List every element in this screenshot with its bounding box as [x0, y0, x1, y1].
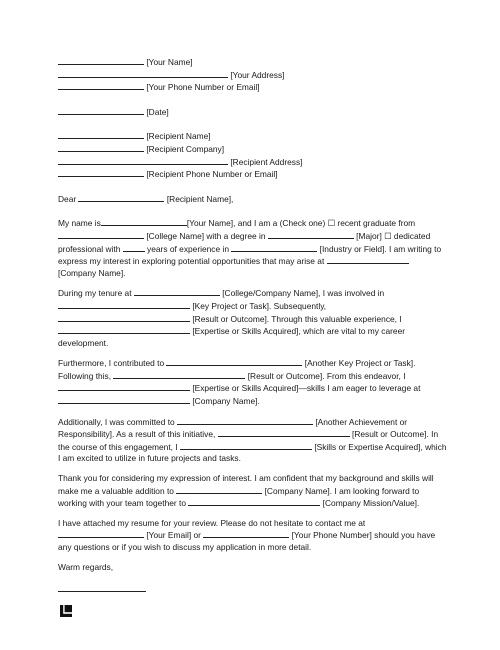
blank-line — [58, 69, 228, 78]
blank-line — [101, 217, 187, 226]
blank-line — [58, 325, 190, 334]
paragraph-introduction: My name is [Your Name], and I am a (Check one) ☐ recent graduate from [College Name] with a degree in [Major] ☐ dedicated professional with years of experience in [Industry or Field]. I am writing to express my interest in exploring potential opportunities that may arise at [Company Name]. — [58, 218, 442, 278]
salutation: Dear [Recipient Name], — [58, 193, 234, 204]
blank-line — [134, 287, 220, 296]
blank-line — [177, 416, 313, 425]
blank-line — [166, 357, 302, 366]
paragraph-achievements: Additionally, I was committed to [Another Achievement or Responsibility]. As a result of this initiative, [Result or Outcome]. In the course of this engagement, I [Skills or Expertise Acquired], which I am excited to utilize in future projects and tasks. — [58, 416, 447, 464]
sender-name-label: [Your Name] — [146, 57, 193, 67]
blank-line — [218, 428, 350, 437]
paragraph-thanks: Thank you for considering my expression of interest. I am confident that my background and skills will make me a valuable addition to [Company Name]. I am looking forward to working with your team together to [Company Mission/Value]. — [58, 473, 434, 509]
recipient-company-line — [58, 143, 450, 156]
paragraph-resume: I have attached my resume for your review. Please do not hesitate to contact me at [Your Email] or [Your Phone Number] should you have any questions or if you wish to discuss my application in more detail. — [58, 517, 436, 552]
recipient-company-label: [Recipient Company] — [146, 143, 225, 154]
blank-line — [203, 529, 289, 538]
blank-line — [78, 193, 164, 202]
blank-line — [180, 441, 312, 450]
blank-line — [58, 143, 144, 152]
blank-line — [58, 130, 144, 139]
blank-line — [231, 243, 317, 252]
blank-line — [58, 395, 190, 404]
sender-address-label: [Your Address] — [230, 69, 285, 80]
blank-line — [58, 81, 144, 90]
blank-line — [327, 255, 409, 264]
blank-line — [58, 56, 144, 65]
paragraph-tenure: During my tenure at [College/Company Name], I was involved in [Key Project or Task]. Subsequently, [Result or Outcome]. Through this valuable experience, I [Expertise or Skills Acquired], which are vital to my career development. — [58, 288, 406, 348]
blank-line — [113, 370, 245, 379]
recipient-contact-line — [58, 168, 450, 181]
blank-line — [176, 485, 262, 494]
blank-line — [58, 529, 144, 538]
blank-line — [58, 300, 190, 309]
letter-page — [58, 56, 450, 592]
sender-contact-label: [Your Phone Number or Email] — [146, 82, 260, 93]
date-label: [Date] — [146, 106, 169, 117]
blank-line — [123, 243, 145, 252]
recipient-contact-label: [Recipient Phone Number or Email] — [146, 169, 278, 180]
recipient-name-line — [58, 130, 450, 143]
recipient-address-line — [58, 156, 450, 169]
date-line — [58, 106, 450, 119]
blank-line — [58, 382, 190, 391]
blank-line — [188, 497, 320, 506]
closing: Warm regards, — [58, 561, 114, 572]
recipient-name-label: [Recipient Name] — [146, 131, 211, 142]
logo-icon — [60, 605, 72, 617]
signature-line — [58, 581, 146, 592]
blank-line — [58, 313, 190, 322]
sender-contact-line — [58, 81, 450, 94]
blank-line — [268, 230, 354, 239]
blank-line — [58, 168, 144, 177]
recipient-address-label: [Recipient Address] — [230, 156, 303, 167]
paragraph-contributions: Furthermore, I contributed to [Another Key Project or Task]. Following this, [Result or Outcome]. From this endeavor, I [Expertise or Skills Acquired]—skills I am eager to leverage at [Company Name]. — [58, 358, 421, 407]
blank-line — [58, 230, 144, 239]
blank-line — [58, 106, 144, 115]
sender-address-line — [58, 69, 450, 82]
sender-name-line — [58, 56, 450, 69]
blank-line — [58, 156, 228, 165]
